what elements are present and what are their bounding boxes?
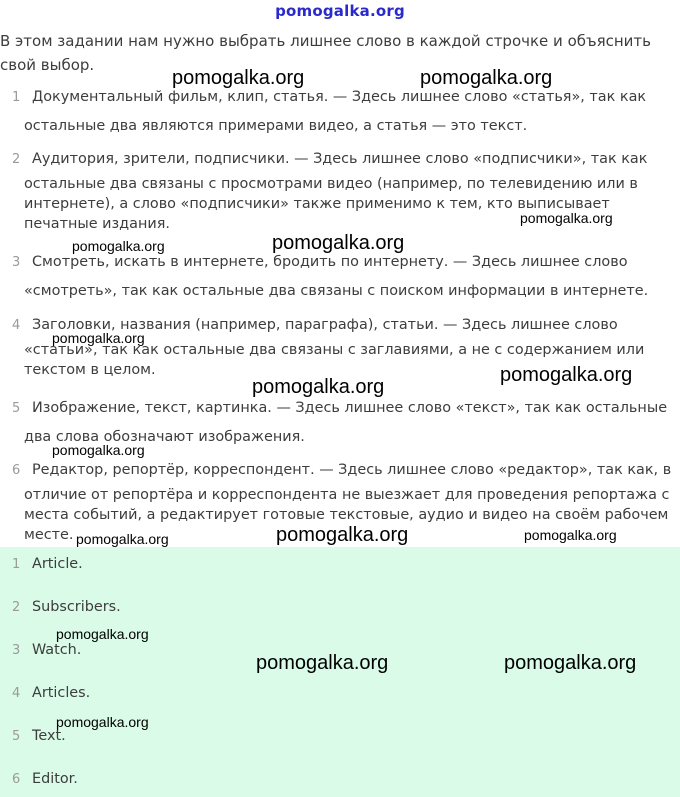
answer-line: интернете), а слово «подписчики» также применимо к тем, кто выписывает xyxy=(24,196,610,212)
translation-item-5 xyxy=(0,728,66,744)
translation-number: 1 xyxy=(12,557,21,572)
watermark: pomogalka.org xyxy=(420,67,553,89)
translation-text: Watch. xyxy=(32,642,82,658)
intro-text: В этом задании нам нужно выбрать лишнее слово в каждой строчке и объяснить свой выбор. xyxy=(0,32,651,74)
translation-number: 5 xyxy=(12,729,21,744)
answer-line: Аудитория, зрители, подписчики. — Здесь лишнее слово «подписчики», так как xyxy=(32,151,648,167)
translation-text: Text. xyxy=(32,728,66,744)
watermark: pomogalka.org xyxy=(272,232,405,254)
translation-number: 6 xyxy=(12,772,21,787)
answer-number: 1 xyxy=(12,90,21,105)
answer-line: «статьи», так как остальные два связаны с заглавиями, а не с содержанием или xyxy=(24,342,645,358)
answer-line: отличие от репортёра и корреспондента не выезжает для проведения репортажа с xyxy=(24,487,670,503)
watermark: pomogalka.org xyxy=(500,364,633,386)
watermark: pomogalka.org xyxy=(72,238,165,254)
watermark: pomogalka.org xyxy=(172,67,305,89)
watermark: pomogalka.org xyxy=(76,531,169,547)
translation-number: 3 xyxy=(12,643,21,658)
answer-line: места событий, а редактирует готовые текстовые, аудио и видео на своём рабочем xyxy=(24,507,669,523)
translation-item-2 xyxy=(0,599,121,615)
answer-number: 5 xyxy=(12,401,21,416)
answer-line: остальные два связаны с просмотрами видео (например, по телевидению или в xyxy=(24,176,638,192)
answer-line: Редактор, репортёр, корреспондент. — Здесь лишнее слово «редактор», так как, в xyxy=(32,462,672,478)
watermark: pomogalka.org xyxy=(520,210,613,226)
watermark: pomogalka.org xyxy=(256,652,389,674)
translation-number: 2 xyxy=(12,600,21,615)
translation-item-1 xyxy=(0,556,83,572)
answer-line: месте. xyxy=(24,527,74,543)
site-logo[interactable]: pomogalka.org xyxy=(275,2,405,20)
watermark: pomogalka.org xyxy=(276,524,409,546)
translation-text: Editor. xyxy=(32,771,78,787)
watermark: pomogalka.org xyxy=(504,652,637,674)
answer-line: остальные два являются примерами видео, а статья — это текст. xyxy=(24,118,528,134)
answer-line: Смотреть, искать в интернете, бродить по интернету. — Здесь лишнее слово xyxy=(32,254,628,270)
translation-text: Subscribers. xyxy=(32,599,121,615)
watermark: pomogalka.org xyxy=(524,527,617,543)
answer-number: 3 xyxy=(12,255,21,270)
answer-number: 2 xyxy=(12,152,21,167)
translation-text: Article. xyxy=(32,556,83,572)
answer-line: Заголовки, названия (например, параграфа), статьи. — Здесь лишнее слово xyxy=(32,317,618,333)
translation-item-4 xyxy=(0,685,90,701)
answer-number: 6 xyxy=(12,463,21,478)
answer-line: печатные издания. xyxy=(24,216,170,232)
watermark: pomogalka.org xyxy=(56,626,149,642)
watermark: pomogalka.org xyxy=(56,714,149,730)
answer-number: 4 xyxy=(12,318,21,333)
answer-item-1 xyxy=(0,83,672,140)
translation-item-6 xyxy=(0,771,78,787)
watermark: pomogalka.org xyxy=(52,442,145,458)
answer-line: текстом в целом. xyxy=(24,362,156,378)
answer-line: два слова обозначают изображения. xyxy=(24,429,305,445)
translation-number: 4 xyxy=(12,686,21,701)
translation-item-3 xyxy=(0,642,81,658)
translation-text: Articles. xyxy=(32,685,91,701)
answer-line: Документальный фильм, клип, статья. — Здесь лишнее слово «статья», так как xyxy=(32,89,647,105)
answer-item-3 xyxy=(0,248,672,305)
watermark: pomogalka.org xyxy=(52,330,145,346)
watermark: pomogalka.org xyxy=(252,376,385,398)
answer-line: «смотреть», так как остальные два связаны с поиском информации в интернете. xyxy=(24,283,649,299)
answer-line: Изображение, текст, картинка. — Здесь лишнее слово «текст», так как остальные xyxy=(32,400,668,416)
